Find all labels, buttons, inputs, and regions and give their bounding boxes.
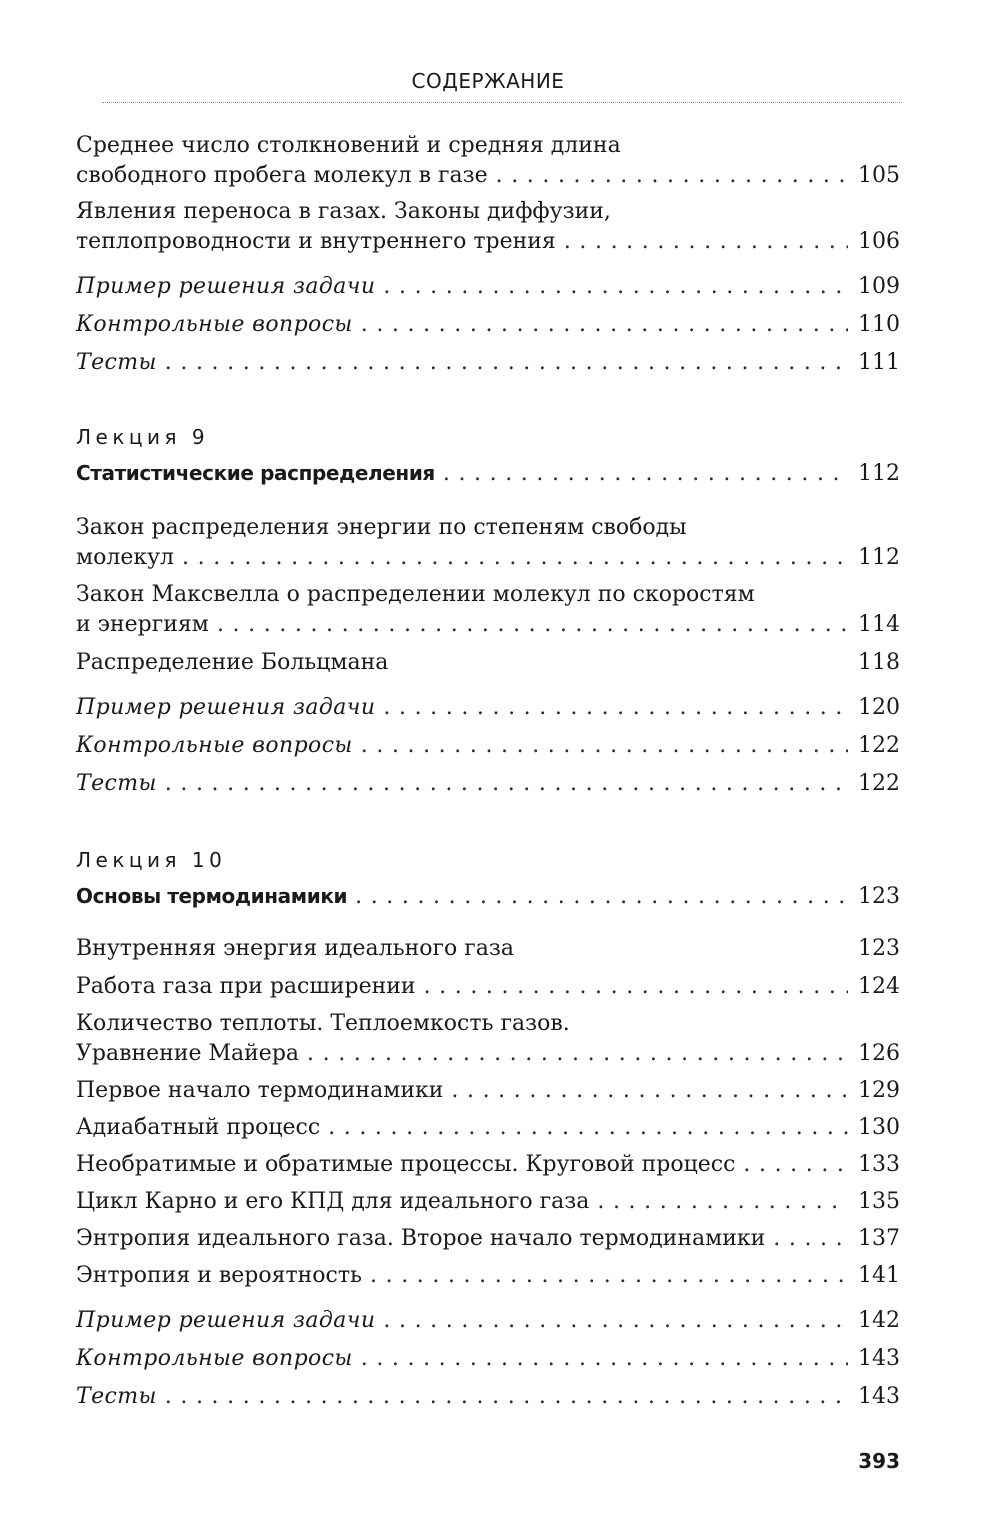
toc-page-number: 105 xyxy=(858,163,900,188)
dot-leader xyxy=(773,1224,848,1254)
toc-page-number: 130 xyxy=(858,1115,900,1140)
toc-entry-text: Тесты xyxy=(76,771,157,796)
toc-entry[interactable] xyxy=(76,1113,900,1143)
dot-leader xyxy=(361,1344,848,1374)
toc-entry-text: Распределение Больцмана xyxy=(76,650,389,675)
toc-entry-text: Тесты xyxy=(76,350,157,375)
toc-page-number: 114 xyxy=(858,612,900,637)
toc-entry-text-line1: Закон распределения энергии по степеням свободы xyxy=(76,515,687,540)
toc-entry[interactable] xyxy=(76,972,900,1002)
toc-entry-text: Энтропия и вероятность xyxy=(76,1263,363,1288)
dot-leader xyxy=(424,972,848,1002)
toc-entry-text-line1: Явления переноса в газах. Законы диффузии, xyxy=(76,199,611,224)
toc-entry-text: Первое начало термодинамики xyxy=(76,1078,444,1103)
toc-entry[interactable] xyxy=(76,934,900,964)
dot-leader xyxy=(443,459,848,489)
dot-leader xyxy=(743,1150,848,1180)
dot-leader xyxy=(597,1187,848,1217)
toc-page-number: 122 xyxy=(858,771,900,796)
toc-entry-example[interactable] xyxy=(76,1306,900,1336)
toc-entry-text: Необратимые и обратимые процессы. Круговой процесс xyxy=(76,1152,736,1177)
dot-leader xyxy=(383,272,848,302)
toc-entry-questions[interactable] xyxy=(76,731,900,761)
toc-page-number: 124 xyxy=(858,974,900,999)
toc-entry-text-line1: Закон Максвелла о распределении молекул по скоростям xyxy=(76,582,755,607)
toc-entry-text-line1: Среднее число столкновений и средняя длина xyxy=(76,133,621,158)
toc-page-number: 112 xyxy=(858,461,900,486)
dot-leader xyxy=(361,731,848,761)
dot-leader xyxy=(165,769,848,799)
toc-page-number: 118 xyxy=(858,650,900,675)
dot-leader xyxy=(383,1306,848,1336)
toc-entry-text: Пример решения задачи xyxy=(76,274,376,299)
running-head: СОДЕРЖАНИЕ xyxy=(411,69,565,93)
toc-page-number: 123 xyxy=(858,936,900,961)
dot-leader xyxy=(217,610,848,640)
toc-page-number: 142 xyxy=(858,1308,900,1333)
toc-entry[interactable] xyxy=(76,1009,900,1069)
toc-entry-tests[interactable] xyxy=(76,348,900,378)
toc-chapter-title-text: Статистические распределения xyxy=(76,461,435,485)
dot-leader xyxy=(165,348,848,378)
toc-page-number: 135 xyxy=(858,1189,900,1214)
dot-leader xyxy=(451,1076,848,1106)
toc-page-number: 122 xyxy=(858,733,900,758)
lecture-label: Лекция 9 xyxy=(76,425,210,449)
toc-entry[interactable] xyxy=(76,197,900,257)
toc-entry[interactable] xyxy=(76,580,900,640)
toc-entry-text: Контрольные вопросы xyxy=(76,1346,353,1371)
table-of-contents xyxy=(76,131,900,1412)
toc-entry-text: Тесты xyxy=(76,1384,157,1409)
dot-leader xyxy=(307,1039,848,1069)
dot-leader xyxy=(165,1382,848,1412)
toc-entry-text: Пример решения задачи xyxy=(76,695,376,720)
toc-entry[interactable] xyxy=(76,1076,900,1106)
toc-entry-text: Адиабатный процесс xyxy=(76,1115,321,1140)
toc-page-number: 123 xyxy=(858,884,900,909)
toc-page-number: 137 xyxy=(858,1226,900,1251)
toc-entry[interactable] xyxy=(76,648,900,678)
toc-entry[interactable] xyxy=(76,1187,900,1217)
dot-leader xyxy=(328,1113,848,1143)
dot-leader xyxy=(383,693,848,723)
toc-chapter-title[interactable] xyxy=(76,881,900,912)
toc-entry-questions[interactable] xyxy=(76,1344,900,1374)
toc-page-number: 111 xyxy=(858,350,900,375)
toc-page-number: 126 xyxy=(858,1041,900,1066)
toc-entry[interactable] xyxy=(76,1261,900,1291)
toc-entry-example[interactable] xyxy=(76,272,900,302)
toc-page-number: 106 xyxy=(858,229,900,254)
toc-entry-tests[interactable] xyxy=(76,1382,900,1412)
toc-entry-text: Работа газа при расширении xyxy=(76,974,416,999)
page-number: 393 xyxy=(858,1449,900,1473)
toc-entry-text: Цикл Карно и его КПД для идеального газа xyxy=(76,1189,590,1214)
dot-leader xyxy=(182,543,848,573)
toc-page xyxy=(76,0,900,1524)
toc-entry[interactable] xyxy=(76,1150,900,1180)
toc-page-number: 129 xyxy=(858,1078,900,1103)
toc-chapter-title-text: Основы термодинамики xyxy=(76,884,348,908)
header-rule xyxy=(102,102,902,103)
toc-entry-text: молекул xyxy=(76,545,175,570)
toc-entry[interactable] xyxy=(76,131,900,191)
toc-page-number: 109 xyxy=(858,274,900,299)
toc-page-number: 110 xyxy=(858,312,900,337)
toc-page-number: 143 xyxy=(858,1384,900,1409)
toc-entry-text: и энергиям xyxy=(76,612,209,637)
lecture-label: Лекция 10 xyxy=(76,848,227,872)
toc-page-number: 133 xyxy=(858,1152,900,1177)
toc-entry-tests[interactable] xyxy=(76,769,900,799)
toc-page-number: 120 xyxy=(858,695,900,720)
toc-entry-text: Контрольные вопросы xyxy=(76,312,353,337)
toc-entry[interactable] xyxy=(76,1224,900,1254)
toc-entry-text-line1: Количество теплоты. Теплоемкость газов. xyxy=(76,1011,570,1036)
dot-leader xyxy=(370,1261,848,1291)
toc-entry-text: Контрольные вопросы xyxy=(76,733,353,758)
toc-entry-text: Внутренняя энергия идеального газа xyxy=(76,936,515,961)
toc-entry-text: Энтропия идеального газа. Второе начало термодинамики xyxy=(76,1226,766,1251)
toc-entry-text: свободного пробега молекул в газе xyxy=(76,163,488,188)
toc-entry[interactable] xyxy=(76,513,900,573)
dot-leader xyxy=(355,882,848,912)
dot-leader xyxy=(496,161,848,191)
toc-page-number: 141 xyxy=(858,1263,900,1288)
toc-entry-text: Пример решения задачи xyxy=(76,1308,376,1333)
dot-leader xyxy=(361,310,848,340)
toc-page-number: 112 xyxy=(858,545,900,570)
toc-entry-example[interactable] xyxy=(76,693,900,723)
toc-entry-text: теплопроводности и внутреннего трения xyxy=(76,229,556,254)
dot-leader xyxy=(564,227,848,257)
toc-entry-text: Уравнение Майера xyxy=(76,1041,300,1066)
toc-entry-questions[interactable] xyxy=(76,310,900,340)
toc-page-number: 143 xyxy=(858,1346,900,1371)
toc-chapter-title[interactable] xyxy=(76,458,900,489)
